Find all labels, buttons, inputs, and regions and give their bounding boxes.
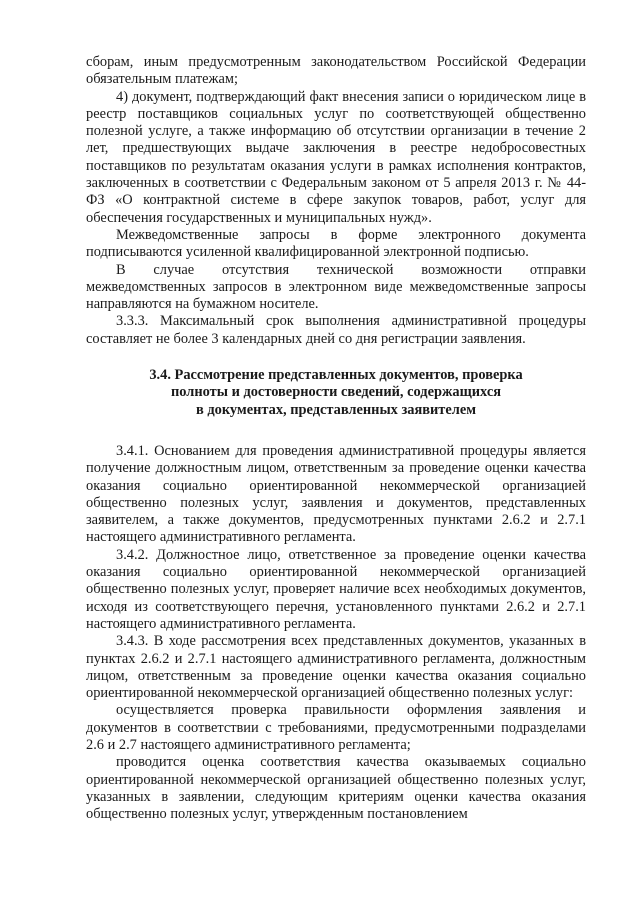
paragraph-3-4-3: 3.4.3. В ходе рассмотрения всех представленных документов, указанных в пунктах 2.6.2 и 2.7.1 настоящего административного регламента, должностным лицом, ответственным за проведение оценки качества оказания социально ориентированной некоммерческой организацией общественно полезных услуг: — [86, 633, 586, 702]
paragraph-paper-requests: В случае отсутствия технической возможности отправки межведомственных запросов в электронном виде межведомственные запросы направляются на бумажном носителе. — [86, 261, 586, 313]
section-heading-line: 3.4. Рассмотрение представленных документов, проверка — [149, 367, 523, 384]
paragraph-continuation: сборам, иным предусмотренным законодательством Российской Федерации обязательным платежам; — [86, 54, 586, 88]
paragraph-quality-assessment: проводится оценка соответствия качества оказываемых социально ориентированной некоммерческой организацией общественно полезных услуг, указанных в заявлении, следующим критериям оценки качества оказания общественно полезных услуг, утвержденным постановлением — [86, 754, 586, 823]
paragraph-3-4-2: 3.4.2. Должностное лицо, ответственное за проведение оценки качества оказания социально ориентированной некоммерческой организацией общественно полезных услуг, проверяет наличие всех необходимых документов, исходя из соответствующего перечня, установленного пунктами 2.6.2 и 2.7.1 настоящего административного регламента. — [86, 546, 586, 632]
section-heading-line: в документах, представленных заявителем — [195, 401, 477, 418]
paragraph-interagency-requests-signature: Межведомственные запросы в форме электронного документа подписываются усиленной квалифицированной электронной подписью. — [86, 226, 586, 261]
paragraph-item-4: 4) документ, подтверждающий факт внесения записи о юридическом лице в реестр поставщиков социальных услуг по соответствующей общественно полезной услуге, а также информацию об отсутствии организации в течение 2 лет, предшествующих выдаче заключения в реестре недобросовестных поставщиков по результатам оказания услуги в рамках исполнения контрактов, заключенных в соответствии с Федеральным законом от 5 апреля 2013 г. № 44-ФЗ «О контрактной системе в сфере закупок товаров, работ, услуг для обеспечения государственных и муниципальных нужд». — [86, 88, 586, 226]
section-heading-3-4 — [86, 367, 586, 419]
paragraph-check-forms: осуществляется проверка правильности оформления заявления и документов в соответствии с требованиями, предусмотренными подразделами 2.6 и 2.7 настоящего административного регламента; — [86, 702, 586, 753]
paragraph-3-4-1: 3.4.1. Основанием для проведения административной процедуры является получение должностным лицом, ответственным за проведение оценки качества оказания социально ориентированной некоммерческой организацией общественно полезных услуг, заявления и документов, представленных заявителем, а также документов, предусмотренных пунктами 2.6.2 и 2.7.1 настоящего административного регламента. — [86, 442, 586, 546]
paragraph-3-3-3: 3.3.3. Максимальный срок выполнения административной процедуры составляет не более 3 календарных дней со дня регистрации заявления. — [86, 313, 586, 347]
document-page — [86, 54, 586, 823]
section-heading-line: полноты и достоверности сведений, содержащихся — [171, 384, 501, 401]
